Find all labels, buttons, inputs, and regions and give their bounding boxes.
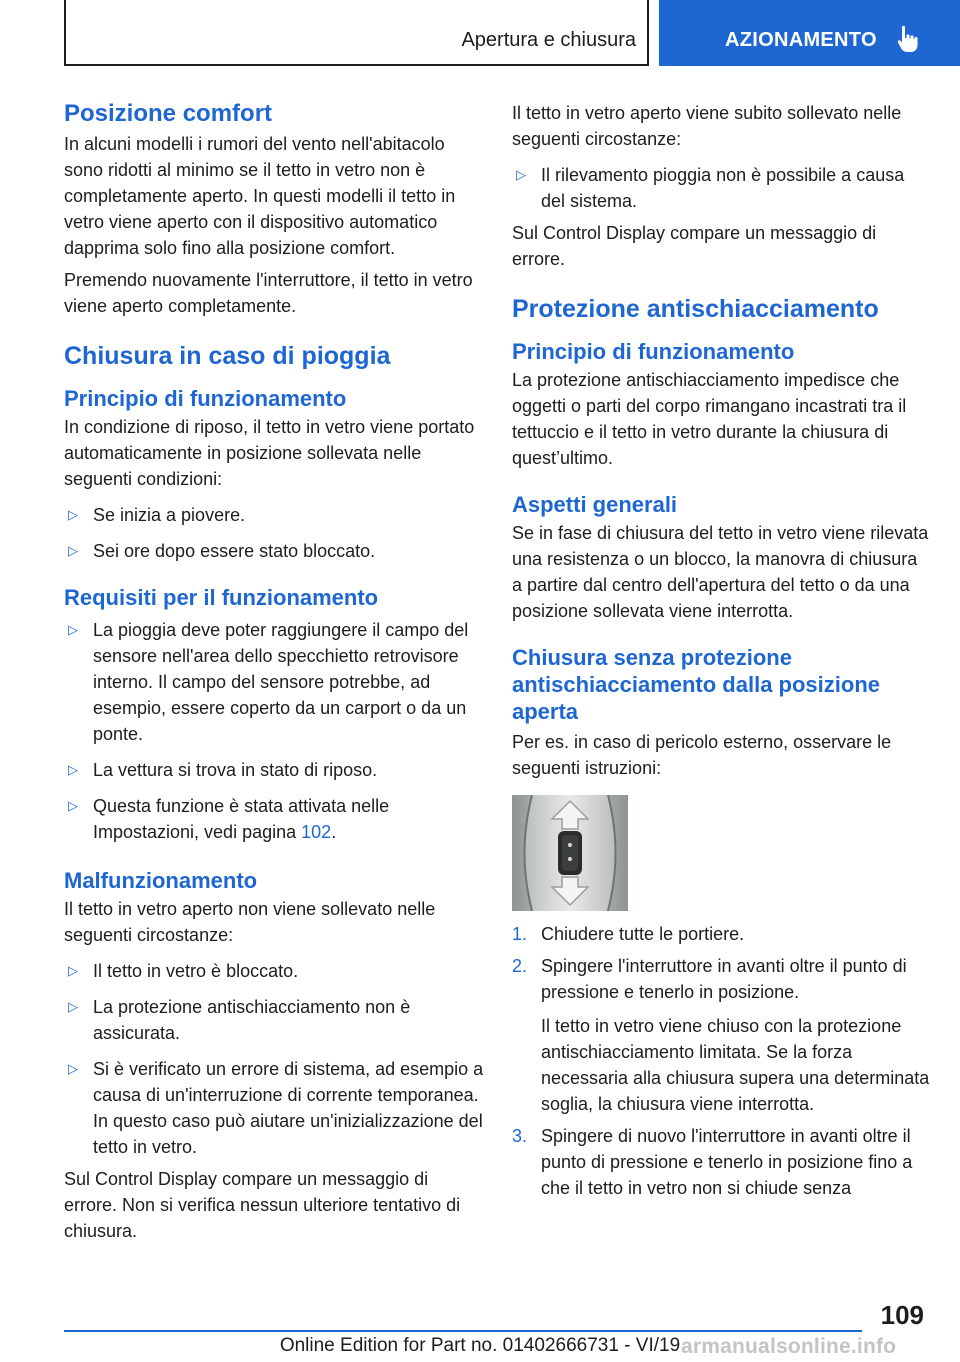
step-item	[512, 953, 932, 1117]
step-number: 1.	[512, 924, 528, 944]
header-chapter-label: AZIONAMENTO	[725, 29, 877, 51]
step-text: Chiudere tutte le portiere.	[541, 924, 745, 944]
step-text: Spingere l'interruttore in avanti oltre il punto di pressione e tenerlo in posizione.	[541, 956, 907, 1002]
list-item	[64, 793, 484, 845]
header-section-title: Apertura e chiusura	[461, 29, 636, 51]
step-number: 3.	[512, 1126, 528, 1146]
list-item	[512, 162, 932, 214]
footer-rule	[64, 1330, 862, 1332]
header-rule	[64, 64, 649, 66]
bullet-list	[512, 162, 932, 214]
footer-edition: Online Edition for Part no. 01402666731 - VI/19	[279, 1335, 681, 1356]
triangle-bullet-icon: ▷	[68, 999, 78, 1014]
list-item	[64, 994, 484, 1046]
paragraph: Il tetto in vetro aperto non viene sollevato nelle seguenti circostanze:	[64, 899, 436, 945]
triangle-bullet-icon: ▷	[68, 963, 78, 978]
list-item-text: La pioggia deve poter raggiungere il campo del sensore nell'area dello specchietto retrovisore interno. Il campo del sensore potrebbe, ad esempio, essere coperto da un carport o da un ponte.	[93, 620, 469, 744]
triangle-bullet-icon: ▷	[68, 622, 78, 637]
paragraph: Se in fase di chiusura del tetto in vetro viene rilevata una resistenza o un blocco, la manovra di chiusura a partire dal centro dell'apertura del tetto o da una posizione sollevata viene interrotta.	[512, 523, 929, 621]
watermark: armanualsonline.info	[681, 1335, 897, 1358]
header-divider	[647, 0, 649, 66]
triangle-bullet-icon: ▷	[68, 507, 78, 522]
paragraph: Premendo nuovamente l'interruttore, il tetto in vetro viene aperto completamente.	[64, 270, 473, 316]
list-item	[64, 958, 484, 984]
list-item-text: Sei ore dopo essere stato bloccato.	[93, 541, 376, 561]
step-item	[512, 1123, 932, 1201]
list-item	[64, 502, 484, 528]
numbered-list	[512, 921, 932, 1201]
heading-protezione: Protezione antischiacciamento	[512, 295, 879, 323]
page-number: 109	[880, 1300, 924, 1330]
paragraph: Il tetto in vetro aperto viene subito sollevato nelle seguenti circostanze:	[512, 103, 902, 149]
hand-pointer-icon	[897, 24, 923, 54]
heading-chiusura-pioggia: Chiusura in caso di pioggia	[64, 342, 391, 370]
header-left-rule	[64, 0, 66, 66]
list-item-text: Il tetto in vetro è bloccato.	[93, 961, 299, 981]
triangle-bullet-icon: ▷	[68, 543, 78, 558]
heading-chiusura-senza-protezione: Chiusura senza protezione antischiacciamento dalla posizione aperta	[512, 645, 880, 724]
heading-principio: Principio di funzionamento	[64, 386, 347, 411]
list-item	[64, 617, 484, 747]
triangle-bullet-icon: ▷	[516, 167, 526, 182]
bullet-list	[64, 958, 484, 1160]
step-number: 2.	[512, 956, 528, 976]
heading-requisiti: Requisiti per il funzionamento	[64, 585, 379, 610]
step-subtext: Il tetto in vetro viene chiuso con la protezione antischiacciamento limitata. Se la forza necessaria alla chiusura supera una determinata soglia, la chiusura viene interrotta.	[541, 1016, 930, 1114]
list-item-text: La vettura si trova in stato di riposo.	[93, 760, 378, 780]
list-item-text: La protezione antischiacciamento non è assicurata.	[93, 997, 411, 1043]
header-chapter-tab[interactable]	[659, 0, 960, 66]
triangle-bullet-icon: ▷	[68, 762, 78, 777]
punctuation: .	[331, 822, 337, 842]
list-item-text: Il rilevamento pioggia non è possibile a causa del sistema.	[541, 165, 905, 211]
paragraph: Sul Control Display compare un messaggio di errore.	[512, 223, 877, 269]
paragraph: Per es. in caso di pericolo esterno, osservare le seguenti istruzioni:	[512, 732, 892, 778]
roof-switch-illustration	[512, 795, 628, 911]
list-item-text: Si è verificato un errore di sistema, ad esempio a causa di un'interruzione di corrente temporanea. In questo caso può aiutare un'inizializzazione del tetto in vetro.	[93, 1059, 484, 1157]
triangle-bullet-icon: ▷	[68, 798, 78, 813]
left-column	[64, 100, 484, 1244]
bullet-list	[64, 502, 484, 564]
list-item	[64, 538, 484, 564]
step-item	[512, 921, 932, 947]
paragraph: In condizione di riposo, il tetto in vetro viene portato automaticamente in posizione sollevata nelle seguenti condizioni:	[64, 417, 475, 489]
list-item-text: Questa funzione è stata attivata nelle Impostazioni, vedi pagina	[93, 796, 390, 842]
heading-posizione-comfort: Posizione comfort	[64, 100, 273, 127]
paragraph: La protezione antischiacciamento impedisce che oggetti o parti del corpo rimangano incastrati tra il tettuccio e il tetto in vetro durante la chiusura di quest’ultimo.	[512, 370, 907, 468]
right-column	[512, 100, 932, 1201]
page-link[interactable]: 102	[301, 822, 332, 842]
heading-aspetti-generali: Aspetti generali	[512, 492, 678, 517]
list-item	[64, 1056, 484, 1160]
paragraph: In alcuni modelli i rumori del vento nell'abitacolo sono ridotti al minimo se il tetto in vetro non è completamente aperto. In questi modelli il tetto in vetro viene aperto con il dispositivo automatico dapprima solo fino alla posizione comfort.	[64, 134, 456, 258]
list-item-text: Se inizia a piovere.	[93, 505, 246, 525]
heading-malfunzionamento: Malfunzionamento	[64, 868, 258, 893]
triangle-bullet-icon: ▷	[68, 1061, 78, 1076]
bullet-list	[64, 617, 484, 845]
paragraph: Sul Control Display compare un messaggio di errore. Non si verifica nessun ulteriore tentativo di chiusura.	[64, 1169, 461, 1241]
heading-principio-right: Principio di funzionamento	[512, 339, 795, 364]
list-item	[64, 757, 484, 783]
step-text: Spingere di nuovo l'interruttore in avanti oltre il punto di pressione e tenerlo in posizione fino a che il tetto in vetro non si chiude senza	[541, 1126, 913, 1198]
